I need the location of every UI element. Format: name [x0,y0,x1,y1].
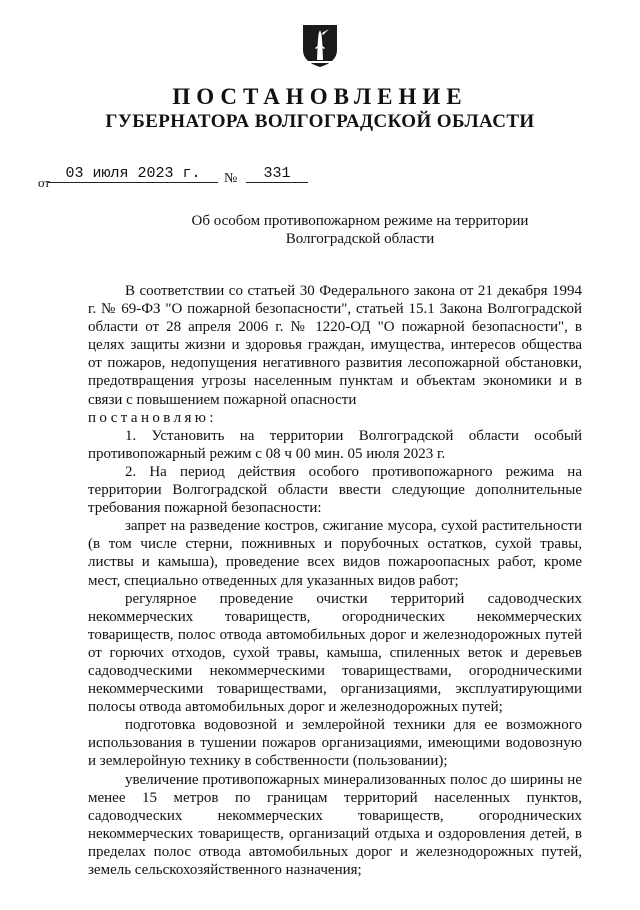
document-issuer: ГУБЕРНАТОРА ВОЛГОГРАДСКОЙ ОБЛАСТИ [105,111,535,132]
item-1-paragraph: 1. Установить на территории Волгоградской области особый противопожарный режим с 08 ч 00 мин. 05 июля 2023 г. [88,427,582,462]
number-label: № [224,171,238,186]
requirement-3-paragraph: подготовка водовозной и землеройной техники для ее возможного использования в тушении пожаров организациями, имеющими водовозную и землеройную технику в собственности (пользовании); [88,717,582,770]
document-title: ПОСТАНОВЛЕНИЕ [172,84,468,109]
document-body [88,282,582,879]
decree-word-text: постановляю: [88,409,217,426]
document-number: 331 [246,165,308,183]
requirement-4-paragraph: увеличение противопожарных минерализованных полос до ширины не менее 15 метров по границам территорий населенных пунктов, садоводческих некоммерческих товариществ, огороднических некоммерческих товариществ, организаций отдыха и оздоровления детей, в пределах полос отвода автомобильных дорог и железнодорожных путей, земель сельскохозяйственного назначения; [88,771,582,878]
requirement-1-paragraph: запрет на разведение костров, сжигание мусора, сухой растительности (в том числе стерни, пожнивных и порубочных остатков, сухой травы, листвы и камыша), проведение всех видов пожароопасных работ, кроме мест, специально отведенных для указанных видов работ; [88,518,582,589]
document-subject [140,212,580,248]
subject-line-1: Об особом противопожарном режиме на территории [191,213,529,229]
intro-paragraph: В соответствии со статьей 30 Федерального закона от 21 декабря 1994 г. № 69-ФЗ "О пожарной безопасности", статьей 15.1 Закона Волгоградской области от 28 апреля 2006 г. № 1220-ОД "О пожарной безопасности", в целях защиты жизни и здоровья граждан, имущества, интересов общества от пожаров, недопущения негативного развития лесопожарной обстановки, предотвращения угрозы населенным пунктам и объектам экономики и в связи с повышением пожарной опасности [88,283,582,408]
decree-word [88,409,582,427]
document-date: 03 июля 2023 г. [48,165,218,183]
coat-of-arms-emblem-icon [302,24,338,68]
subject-line-2: Волгоградской области [285,231,435,247]
date-label: от [38,175,51,190]
requirement-2-paragraph: регулярное проведение очистки территорий садоводческих некоммерческих товариществ, огороднических некоммерческих товариществ, полос отвода автомобильных дорог и железнодорожных путей от горючих отходов, сухой травы, камыша, спиленных веток и деревьев садоводческими некоммерческими товариществами, огородническими некоммерческими товариществами, организациями, эксплуатирующими полосы отвода автомобильных дорог и железнодорожных путей; [88,590,582,716]
item-2-paragraph: 2. На период действия особого противопожарного режима на территории Волгоградской области ввести следующие дополнительные требования пожарной безопасности: [88,463,582,517]
